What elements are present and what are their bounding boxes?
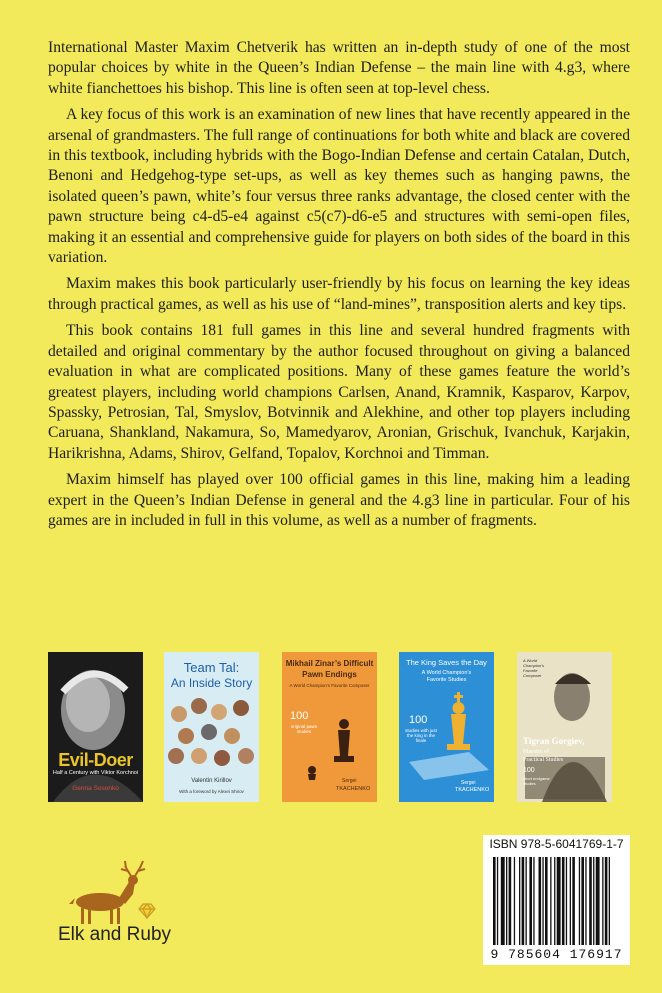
isbn-text: ISBN 978-5-6041769-1-7 — [489, 837, 624, 851]
king-piece-icon — [399, 690, 494, 780]
portrait-photo — [48, 652, 143, 802]
cover-title: Evil-Doer — [58, 750, 133, 770]
isbn-digits: 9 785604 176917 — [490, 947, 623, 962]
cover-count: 100 — [290, 710, 309, 722]
cover-subtitle: Half a Century with Viktor Korchnoi — [52, 770, 139, 776]
cover-subtitle-line1: A World Champion’s — [421, 670, 472, 676]
cover-count-text: short endgame studies — [523, 776, 550, 786]
paragraph-4: This book contains 181 full games in this line and several hundred fragments with detailed and original commentary by the author focused throughout on giving a balanced evaluation in what are complicated positions. Many of these games feature the world’s greatest players, including world champions Carlsen, Anand, Kramnik, Kasparov, Karpov, Spassky, Petrosian, Tal, Smyslov, Botvinnik and Alekhine, and other top players including Caruana, Shankland, Nakamura, So, Mamedyarov, Aronian, Grischuk, Ivanchuk, Karjakin, Harikrishna, Adams, Shirov, Gelfand, Topalov, Korchnoi and Timman. — [48, 322, 630, 462]
book-cover-tigran-gorgiev — [517, 652, 612, 802]
cover-title: Tigran Gorgiev, — [523, 736, 585, 746]
cover-title-line1: Mikhail Zinar’s Difficult — [285, 659, 374, 668]
cover-subtitle-line1: Maestro of — [523, 749, 550, 755]
paragraph-5: Maxim himself has played over 100 official games in this line, making him a leading expert in the Queen’s Indian Defense in general and the 4.g3 line in particular. Four of his games are in included in full in this volume, as well as a number of fragments. — [48, 471, 630, 529]
paragraph-3: Maxim makes this book particularly user-friendly by his focus on learning the key ideas through practical games, as well as his use of “land-mines”, transposition alerts and key tips. — [48, 275, 630, 313]
cover-count-text: studies with just the king in the finale — [405, 728, 437, 743]
paragraph-1: International Master Maxim Chetverik has written an in-depth study of one of the most popular choices by white in the Queen’s Indian Defense – the main line with 4.g3, where white fianchettoes his bishop. This line is often seen at top-level chess. — [48, 39, 630, 97]
cover-author-last: TKACHENKO — [455, 787, 490, 793]
barcode-graphic — [493, 857, 620, 945]
pawn-king-icon — [282, 702, 377, 782]
paragraph-2: A key focus of this work is an examination of new lines that have recently appeared in the arsenal of grandmasters. The full range of continuations for both white and black are covered in this textbook, including hybrids with the Bogo-Indian Defense and certain Catalan, Dutch, Benoni and Hedgehog-type set-ups, as well as key themes such as hanging pawns, the isolated queen’s pawn, white’s four versus three ranks advantage, the closed center with the pawn structure being c4-d5-e4 against c5(c7)-d6-e5 and structures with semi-open files, making it an essential and comprehensive guide for players on both sides of the board in this variation. — [48, 106, 630, 267]
cover-count-text: original pawn studies — [290, 724, 318, 734]
cover-title-line2: An Inside Story — [170, 676, 253, 690]
publisher-name: Elk and Ruby — [58, 924, 172, 945]
cover-count: 100 — [523, 767, 535, 774]
cover-subtitle-line2: Favorite Studies — [426, 677, 467, 683]
cover-author-first: Sergei — [342, 778, 357, 784]
description-text — [48, 38, 630, 537]
cover-count: 100 — [409, 714, 428, 726]
cover-author: Valentin Kirillov — [191, 778, 232, 784]
book-cover-evil-doer — [48, 652, 143, 802]
book-cover-king-saves-the-day — [399, 652, 494, 802]
cover-subtitle: A World Champion’s Favorite Composer — [289, 683, 370, 688]
cover-title-line2: Pawn Endings — [302, 670, 357, 679]
book-cover-team-tal — [164, 652, 259, 802]
illustration-faces — [164, 694, 259, 774]
isbn-barcode-box — [483, 835, 630, 965]
cover-foreword: With a foreword by Alexei Shirov — [179, 789, 244, 794]
cover-top-text: A World Champion’s Favorite Composer — [523, 658, 545, 678]
cover-author-last: TKACHENKO — [336, 786, 371, 792]
cover-title-line1: Team Tal: — [183, 660, 240, 675]
cover-subtitle-line2: Practical Studies — [523, 757, 564, 763]
book-cover-zinar-pawn-endings — [282, 652, 377, 802]
cover-author-first: Sergei — [461, 780, 476, 786]
cover-author: Genna Sosonko — [72, 785, 119, 792]
cover-title: The King Saves the Day — [406, 658, 487, 667]
